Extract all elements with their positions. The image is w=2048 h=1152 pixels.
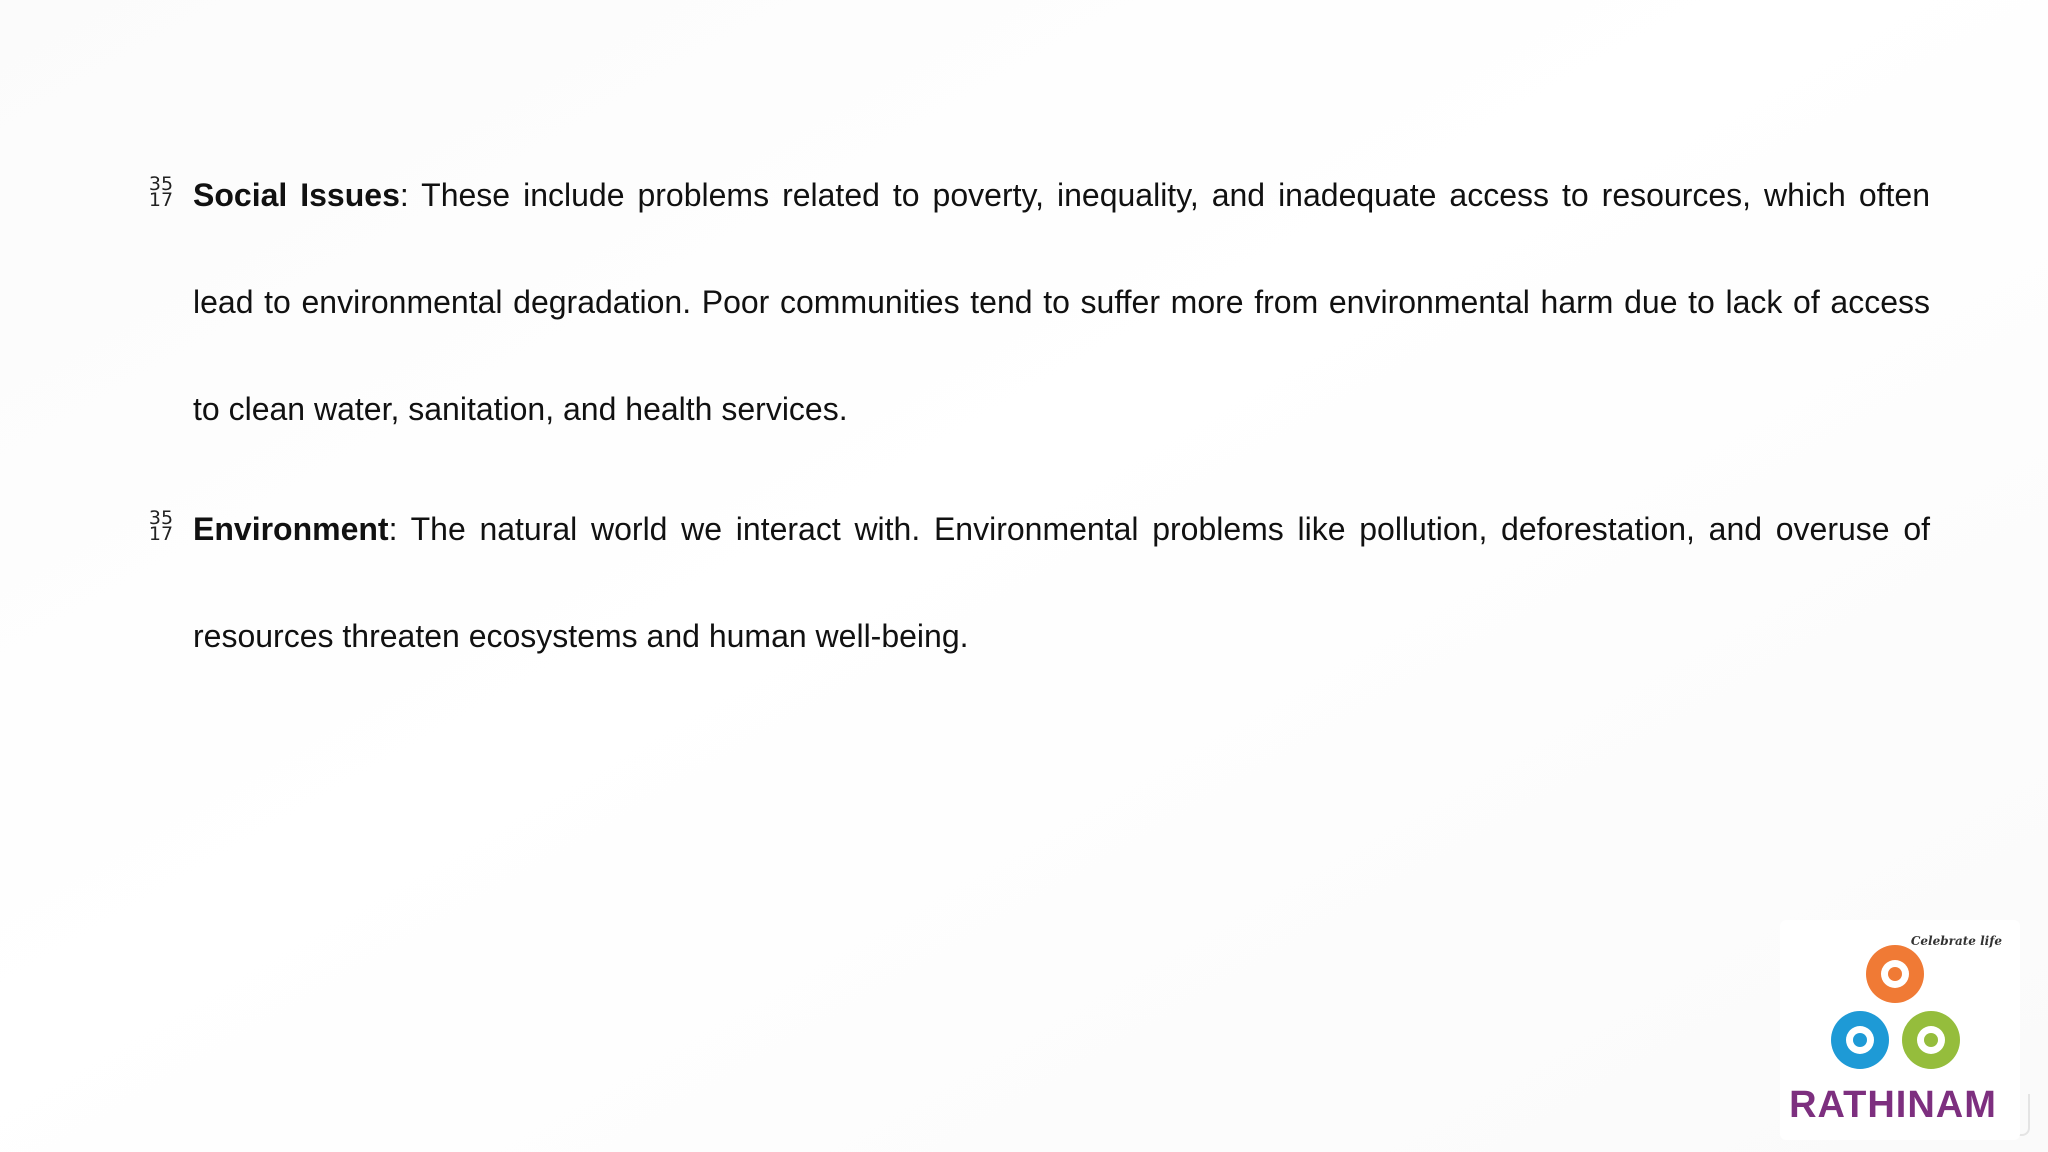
bullet-term: Social Issues bbox=[193, 177, 400, 213]
logo-tagline: Celebrate life bbox=[1910, 934, 2002, 948]
bullet-social-issues bbox=[148, 142, 1930, 463]
bullet-body: : The natural world we interact with. Environmental problems like pollution, deforestation, and overuse of resources threaten ecosystems and human well-being. bbox=[193, 511, 1930, 654]
bullet-marker: 35 17 bbox=[148, 173, 174, 211]
bullet-term: Environment bbox=[193, 511, 389, 547]
rathinam-logo bbox=[1780, 920, 2020, 1140]
bullet-environment bbox=[148, 476, 1930, 690]
bullet-text bbox=[193, 142, 1930, 463]
bullet-text bbox=[193, 476, 1930, 690]
bullet-marker: 35 17 bbox=[148, 507, 174, 545]
bullet-body: : These include problems related to poverty, inequality, and inadequate access to resources, which often lead to environmental degradation. Poor communities tend to suffer more from environmental harm due to lack of access to clean water, sanitation, and health services. bbox=[193, 177, 1931, 427]
logo-graphic bbox=[1780, 920, 2020, 1140]
logo-name: RATHINAM bbox=[1789, 1084, 1997, 1126]
